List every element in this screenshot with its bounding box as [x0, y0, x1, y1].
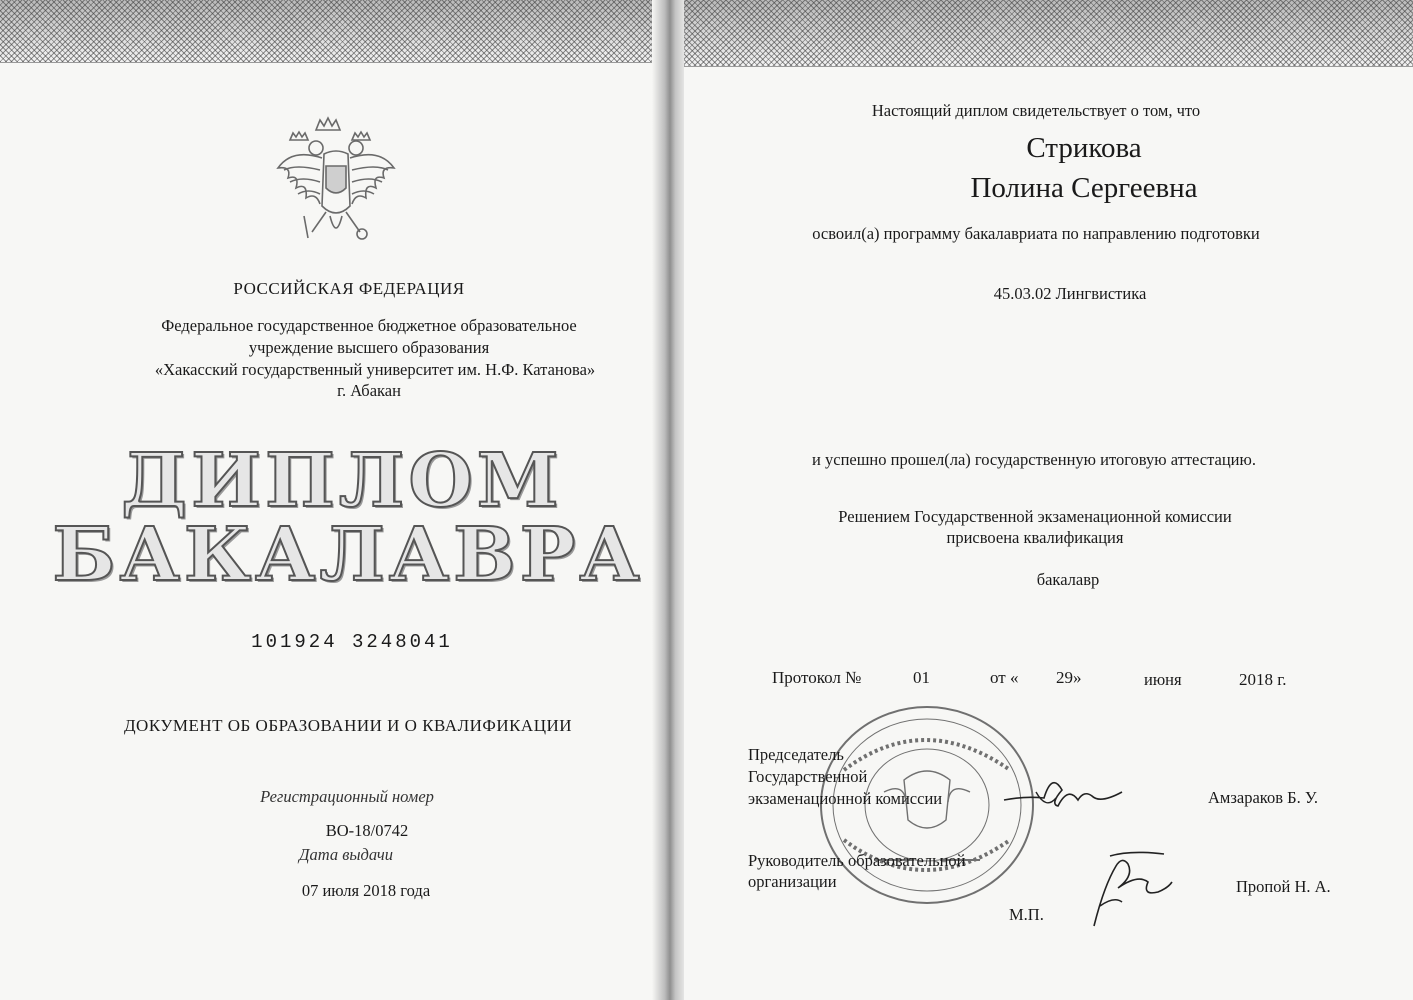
- chairman-signature-icon: [1000, 768, 1130, 818]
- attestation-text: и успешно прошел(ла) государственную итоговую аттестацию.: [812, 450, 1256, 469]
- diploma-left-page: [0, 0, 668, 1000]
- diploma-title-line-1: ДИПЛОМ: [121, 438, 563, 524]
- registration-number-label: Регистрационный номер: [260, 787, 434, 806]
- page-spine: [652, 0, 688, 1000]
- institution-city: г. Абакан: [337, 381, 401, 400]
- protocol-year: 2018 г.: [1239, 670, 1287, 689]
- decision-line-1: Решением Государственной экзаменационной комиссии: [838, 507, 1232, 526]
- diploma-right-page: [684, 0, 1413, 1000]
- diploma-title-line-2: БАКАЛАВРА: [52, 512, 644, 598]
- protocol-day: 29»: [1056, 668, 1082, 687]
- russian-coat-of-arms-icon: [272, 108, 400, 250]
- institution-line-1: Федеральное государственное бюджетное образовательное: [161, 316, 577, 335]
- program-text: освоил(а) программу бакалавриата по направлению подготовки: [812, 224, 1260, 243]
- protocol-number: 01: [913, 668, 930, 687]
- decorative-security-band: [0, 0, 668, 63]
- document-type: ДОКУМЕНТ ОБ ОБРАЗОВАНИИ И О КВАЛИФИКАЦИИ: [123, 716, 573, 735]
- registration-number: ВО-18/0742: [325, 821, 409, 840]
- graduate-given-names: Полина Сергеевна: [970, 172, 1198, 204]
- program-name: 45.03.02 Лингвистика: [993, 284, 1147, 303]
- country-name: РОССИЙСКАЯ ФЕДЕРАЦИЯ: [233, 279, 465, 298]
- protocol-month: июня: [1144, 670, 1182, 689]
- stamp-place-label: М.П.: [1009, 905, 1044, 924]
- institution-line-2: учреждение высшего образования: [248, 338, 490, 357]
- protocol-label: Протокол №: [772, 668, 862, 687]
- chairman-name: Амзараков Б. У.: [1208, 788, 1318, 807]
- head-title-line-1: Руководитель образовательной: [748, 851, 966, 870]
- issue-date: 07 июля 2018 года: [301, 881, 431, 900]
- decision-line-2: присвоена квалификация: [946, 528, 1124, 547]
- chairman-title-line-2: Государственной: [748, 767, 868, 786]
- intro-text: Настоящий диплом свидетельствует о том, что: [871, 101, 1201, 120]
- institution-line-3: «Хакасский государственный университет им. Н.Ф. Катанова»: [154, 360, 596, 379]
- head-title-line-2: организации: [748, 872, 837, 891]
- head-signature-icon: [1080, 846, 1190, 932]
- protocol-from-label: от «: [990, 668, 1019, 687]
- decorative-security-band: [684, 0, 1413, 67]
- diploma-serial-number: 101924 3248041: [251, 631, 453, 653]
- qualification: бакалавр: [1036, 570, 1100, 589]
- head-name: Пропой Н. А.: [1236, 877, 1331, 896]
- graduate-surname: Стрикова: [1026, 132, 1142, 164]
- chairman-title-line-3: экзаменационной комиссии: [748, 789, 943, 808]
- issue-date-label: Дата выдачи: [298, 845, 394, 864]
- chairman-title-line-1: Председатель: [748, 745, 844, 764]
